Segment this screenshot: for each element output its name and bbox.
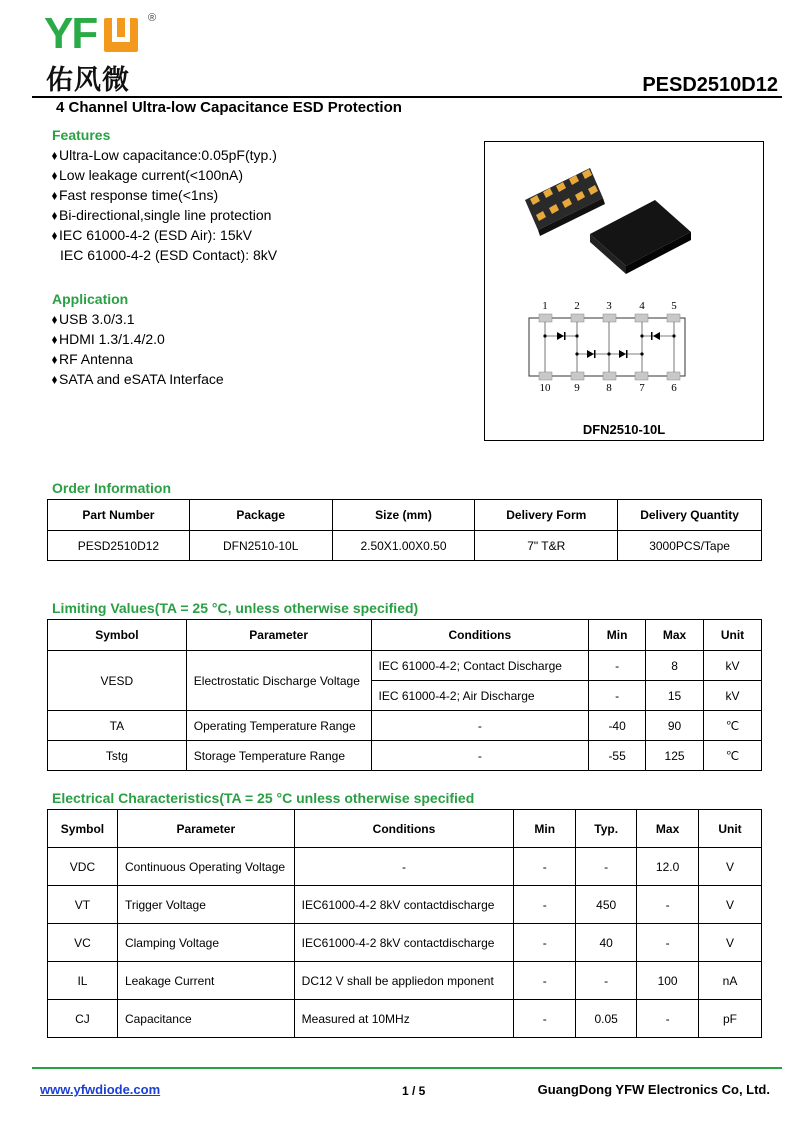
bullet-diamond-icon	[52, 336, 57, 344]
table-cell: Clamping Voltage	[117, 924, 294, 962]
column-header: Conditions	[294, 810, 514, 848]
table-cell: 3000PCS/Tape	[618, 531, 762, 561]
pin-number: 8	[606, 382, 612, 394]
column-header: Size (mm)	[332, 500, 475, 531]
table-cell: -	[514, 962, 576, 1000]
bullet-diamond-icon	[52, 152, 57, 160]
table-cell: VT	[48, 886, 118, 924]
column-header: Min	[514, 810, 576, 848]
list-item: SATA and eSATA Interface	[52, 369, 224, 389]
table-row	[48, 924, 762, 962]
table-cell: -	[371, 711, 589, 741]
table-cell: DFN2510-10L	[189, 531, 332, 561]
table-cell: -	[637, 924, 699, 962]
page-number: 1 / 5	[402, 1084, 426, 1098]
table-cell: -	[514, 924, 576, 962]
column-header: Min	[589, 620, 646, 651]
table-cell: -	[589, 651, 646, 681]
table-header-row	[48, 620, 762, 651]
table-cell: Continuous Operating Voltage	[117, 848, 294, 886]
column-header: Symbol	[48, 620, 187, 651]
website-link[interactable]: www.yfwdiode.com	[40, 1082, 161, 1097]
electrical-characteristics-table	[47, 809, 762, 1038]
column-header: Package	[189, 500, 332, 531]
list-item: Bi-directional,single line protection	[52, 205, 277, 225]
table-cell: VDC	[48, 848, 118, 886]
column-header: Unit	[704, 620, 762, 651]
column-header: Typ.	[576, 810, 637, 848]
table-row	[48, 741, 762, 771]
column-header: Delivery Quantity	[618, 500, 762, 531]
table-cell: -	[589, 681, 646, 711]
list-item: Low leakage current(<100nA)	[52, 165, 277, 185]
column-header: Max	[637, 810, 699, 848]
table-cell: Operating Temperature Range	[186, 711, 371, 741]
limiting-values-table	[47, 619, 762, 771]
list-item: IEC 61000-4-2 (ESD Air): 15kV	[52, 225, 277, 245]
table-row	[48, 886, 762, 924]
table-cell: 15	[646, 681, 704, 711]
table-cell: 90	[646, 711, 704, 741]
table-cell: IEC61000-4-2 8kV contactdischarge	[294, 924, 514, 962]
pin-number: 2	[574, 300, 580, 312]
pin-numbers-top	[542, 300, 677, 312]
pin-number: 10	[539, 382, 551, 394]
footer-divider	[32, 1067, 782, 1069]
table-cell: 0.05	[576, 1000, 637, 1038]
table-cell: Electrostatic Discharge Voltage	[186, 651, 371, 711]
list-item: USB 3.0/3.1	[52, 309, 224, 329]
pin-number: 7	[639, 382, 645, 394]
table-cell: Storage Temperature Range	[186, 741, 371, 771]
table-cell: V	[699, 924, 762, 962]
pin-number: 9	[574, 382, 580, 394]
features-list	[52, 145, 277, 265]
table-cell: V	[699, 886, 762, 924]
logo-chinese-name: 佑风微	[46, 65, 130, 96]
table-cell: -	[371, 741, 589, 771]
column-header: Parameter	[117, 810, 294, 848]
table-header-row	[48, 500, 762, 531]
chip-top-view	[590, 200, 691, 274]
table-cell: PESD2510D12	[48, 531, 190, 561]
package-label: DFN2510-10L	[582, 422, 666, 437]
table-cell: -	[576, 848, 637, 886]
column-header: Part Number	[48, 500, 190, 531]
table-cell: 8	[646, 651, 704, 681]
list-item: RF Antenna	[52, 349, 224, 369]
table-row	[48, 962, 762, 1000]
column-header: Delivery Form	[475, 500, 618, 531]
table-cell: IEC 61000-4-2; Air Discharge	[371, 681, 589, 711]
table-cell: IEC 61000-4-2; Contact Discharge	[371, 651, 589, 681]
table-row	[48, 848, 762, 886]
table-cell: 40	[576, 924, 637, 962]
table-cell: kV	[704, 681, 762, 711]
table-cell: -	[576, 962, 637, 1000]
bullet-diamond-icon	[52, 232, 57, 240]
column-header: Symbol	[48, 810, 118, 848]
table-cell: VESD	[48, 651, 187, 711]
bullet-diamond-icon	[52, 212, 57, 220]
table-row	[48, 531, 762, 561]
column-header: Conditions	[371, 620, 589, 651]
table-cell: 125	[646, 741, 704, 771]
table-cell: Trigger Voltage	[117, 886, 294, 924]
list-item: HDMI 1.3/1.4/2.0	[52, 329, 224, 349]
order-heading: Order Information	[52, 480, 172, 496]
pin-diagram	[529, 314, 685, 380]
table-cell: V	[699, 848, 762, 886]
table-cell: 100	[637, 962, 699, 1000]
company-logo	[44, 9, 164, 96]
table-cell: 12.0	[637, 848, 699, 886]
logo-u-mark	[112, 18, 130, 42]
table-cell: -	[514, 886, 576, 924]
table-row	[48, 711, 762, 741]
column-header: Parameter	[186, 620, 371, 651]
order-table	[47, 499, 762, 561]
header-divider	[32, 96, 782, 98]
table-cell: ℃	[704, 741, 762, 771]
pin-number: 1	[542, 300, 548, 312]
electrical-heading: Electrical Characteristics(TA = 25 °C unless otherwise specified	[52, 790, 475, 806]
bullet-diamond-icon	[52, 356, 57, 364]
bullet-diamond-icon	[52, 192, 57, 200]
table-header-row	[48, 810, 762, 848]
pin-number: 5	[671, 300, 677, 312]
bullet-diamond-icon	[52, 172, 57, 180]
column-header: Max	[646, 620, 704, 651]
table-cell: -	[637, 1000, 699, 1038]
table-cell: Measured at 10MHz	[294, 1000, 514, 1038]
part-number-title: PESD2510D12	[642, 74, 778, 96]
table-cell: 7" T&R	[475, 531, 618, 561]
table-cell: VC	[48, 924, 118, 962]
application-heading: Application	[52, 291, 129, 307]
chip-bottom-view	[525, 168, 605, 236]
list-item: Fast response time(<1ns)	[52, 185, 277, 205]
table-cell: -55	[589, 741, 646, 771]
table-cell: kV	[704, 651, 762, 681]
table-cell: IL	[48, 962, 118, 1000]
company-name: GuangDong YFW Electronics Co, Ltd.	[537, 1082, 770, 1097]
table-cell: Leakage Current	[117, 962, 294, 1000]
table-row	[48, 1000, 762, 1038]
table-cell: nA	[699, 962, 762, 1000]
logo-text: YF	[44, 9, 97, 58]
table-row	[48, 651, 762, 681]
table-cell: DC12 V shall be appliedon mponent	[294, 962, 514, 1000]
pin-number: 3	[606, 300, 612, 312]
list-item: Ultra-Low capacitance:0.05pF(typ.)	[52, 145, 277, 165]
pin-number: 6	[671, 382, 677, 394]
application-list	[52, 309, 224, 389]
registered-mark: ®	[148, 12, 157, 24]
table-cell: IEC61000-4-2 8kV contactdischarge	[294, 886, 514, 924]
table-cell: ℃	[704, 711, 762, 741]
table-cell: -	[514, 848, 576, 886]
table-cell: 2.50X1.00X0.50	[332, 531, 475, 561]
table-cell: pF	[699, 1000, 762, 1038]
package-figure	[484, 141, 764, 441]
pin-numbers-bottom	[540, 382, 678, 394]
table-cell: -	[294, 848, 514, 886]
table-cell: Capacitance	[117, 1000, 294, 1038]
bullet-diamond-icon	[52, 316, 57, 324]
limiting-heading: Limiting Values(TA = 25 °C, unless otherwise specified)	[52, 600, 419, 616]
document-title: 4 Channel Ultra-low Capacitance ESD Protection	[56, 99, 402, 116]
table-cell: 450	[576, 886, 637, 924]
column-header: Unit	[699, 810, 762, 848]
bullet-diamond-icon	[52, 376, 57, 384]
pin-number: 4	[639, 300, 645, 312]
table-cell: Tstg	[48, 741, 187, 771]
table-cell: TA	[48, 711, 187, 741]
table-cell: CJ	[48, 1000, 118, 1038]
table-cell: -	[514, 1000, 576, 1038]
table-cell: -	[637, 886, 699, 924]
package-illustration	[485, 142, 763, 412]
table-cell: -40	[589, 711, 646, 741]
features-heading: Features	[52, 127, 111, 143]
list-item-continuation: IEC 61000-4-2 (ESD Contact): 8kV	[60, 247, 278, 263]
